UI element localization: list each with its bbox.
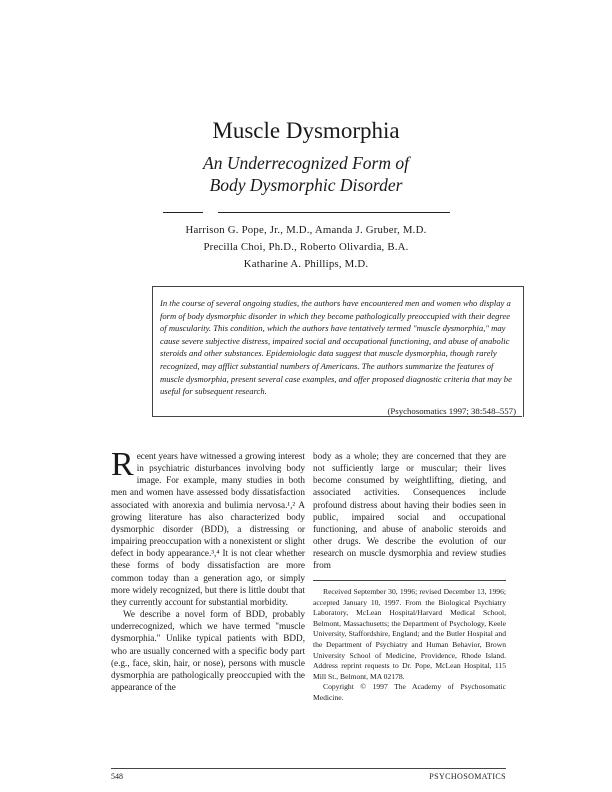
author-line-2: Precilla Choi, Ph.D., Roberto Olivardia, B.A. xyxy=(203,241,409,253)
article-title: Muscle Dysmorphia xyxy=(212,118,400,143)
author-line-3: Katharine A. Phillips, M.D. xyxy=(243,258,369,270)
body-text: ecent years have witnessed a growing interest in psychiatric disturbances involving body image. For example, many studies in both men and women have assessed body dissatisfaction associated with anorexia and bulimia nervosa.¹,² A growing literature has also characterized body dysmorphic disorder (BDD), a distressing or impairing preoccupation with a nonexistent or slight defect in body appearance.³,⁴ It is not clear whether these forms of body dissatisfaction are more common today than a generation ago, or simply more widely recognized, but there is little doubt that they currently account for substantial morbidity. xyxy=(111,451,305,607)
abstract-frame-bottom xyxy=(152,416,522,417)
title-divider-short xyxy=(163,212,203,213)
subtitle-line-2: Body Dysmorphic Disorder xyxy=(209,175,403,195)
body-paragraph: We describe a novel form of BDD, probably underrecognized, which we have termed "muscle dysmorphia." Unlike typical patients with BDD, who are usually concerned with a specific body part (e.g., face, skin, hair, or nose), persons with muscle dysmorphia are pathologically preoccupied with the appearance of the xyxy=(111,609,305,692)
author-list xyxy=(0,222,612,273)
body-column-left xyxy=(111,446,305,693)
title-divider-long xyxy=(218,212,450,213)
footnote-received: Received September 30, 1996; revised December 13, 1996; accepted January 10, 1997. From the Biological Psychiatry Laboratory, McLean Hospital/Harvard Medical School, Belmont, Massachusetts; the Department of Psychology, Keele University, Staffordshire, England; and the Butler Hospital and the Department of Psychiatry and Human Behavior, Brown University School of Medicine, Providence, Rhode Island. Address reprint requests to Dr. Pope, McLean Hospital, 115 Mill St., Belmont, MA 02178. xyxy=(313,587,506,681)
footnote-divider xyxy=(313,580,506,581)
body-paragraph: body as a whole; they are concerned that they are not sufficiently large or muscular; their lives become consumed by weightlifting, dieting, and associated activities. Consequences include profound distress about having their bodies seen in public, impaired social and occupational functioning, and abuse of anabolic steroids and other drugs. We describe the evolution of our research on muscle dysmorphia and review studies from xyxy=(313,451,506,571)
body-column-right xyxy=(313,450,506,572)
article-subtitle xyxy=(0,152,612,196)
footnote xyxy=(313,587,506,704)
journal-name: PSYCHOSOMATICS xyxy=(429,772,506,781)
abstract-text: In the course of several ongoing studies, the authors have encountered men and women who display a form of body dysmorphic disorder in which they become pathologically preoccupied with their degree of muscularity. This condition, which the authors have tentatively termed "muscle dysmorphia," may cause severe subjective distress, impaired social and occupational functioning, and abuse of anabolic steroids and other substances. Epidemiologic data suggest that muscle dysmorphia, though rarely recognized, may afflict substantial numbers of Americans. The authors summarize the features of muscle dysmorphia, present several case examples, and offer proposed diagnostic criteria that may be useful for subsequent research. xyxy=(160,298,512,397)
citation: (Psychosomatics 1997; 38:548–557) xyxy=(387,406,516,416)
subtitle-line-1: An Underrecognized Form of xyxy=(203,153,409,173)
body-paragraph xyxy=(111,446,305,608)
footnote-copyright: Copyright © 1997 The Academy of Psychosomatic Medicine. xyxy=(313,682,506,702)
page-number: 548 xyxy=(111,772,123,781)
author-line-1: Harrison G. Pope, Jr., M.D., Amanda J. Gruber, M.D. xyxy=(185,224,427,236)
drop-cap: R xyxy=(111,446,134,483)
footer-divider xyxy=(111,768,506,769)
